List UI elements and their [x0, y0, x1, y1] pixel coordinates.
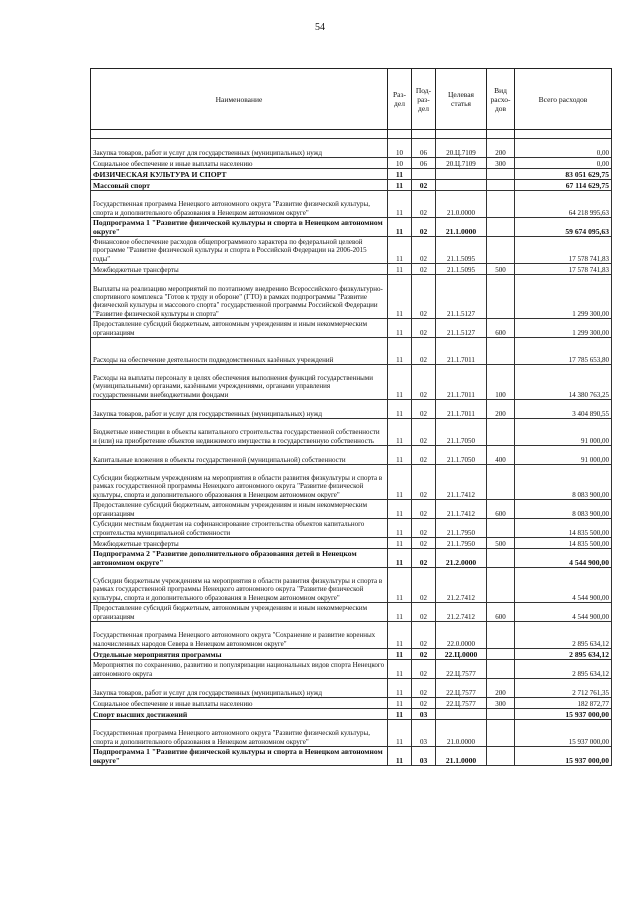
row-total: 17 578 741,83	[515, 264, 612, 275]
row-razdel: 10	[388, 158, 412, 169]
row-total: 2 895 634,12	[515, 649, 612, 660]
row-name: Субсидии местным бюджетам на софинансирование строительства объектов капитального строительства муниципальной собственности	[91, 519, 388, 538]
table-row	[91, 400, 612, 419]
row-target: 21.1.7050	[436, 419, 487, 446]
table-row	[91, 191, 612, 218]
table-row	[91, 169, 612, 180]
row-target: 21.2.0000	[436, 549, 487, 568]
row-vid: 200	[487, 139, 515, 158]
table-header	[91, 69, 612, 130]
page-number: 54	[315, 22, 325, 33]
row-vid	[487, 660, 515, 679]
row-podrazdel: 02	[412, 338, 436, 365]
table-row	[91, 500, 612, 519]
row-target: 22.Ц.7577	[436, 679, 487, 698]
row-total: 15 937 000,00	[515, 720, 612, 747]
row-name: Выплаты на реализацию мероприятий по поэтапному внедрению Всероссийского физкультурно-спортивного комплекса "Готов к труду и обороне" (ГТО) в рамках подпрограммы "Развитие физической культуры и массового спорта" государственной программы Российской Федерации "Развитие физической культуры и спорта"	[91, 275, 388, 319]
row-razdel: 11	[388, 338, 412, 365]
row-name: Субсидии бюджетным учреждениям на мероприятия в области развития физкультуры и спорта в рамках государственной программы Ненецкого автономного округа "Развитие физической культуры, спорта и дополнительного образования в Ненецком автономном округе"	[91, 465, 388, 500]
row-target: 22.0.0000	[436, 622, 487, 649]
row-name: Спорт высших достижений	[91, 709, 388, 720]
row-podrazdel: 02	[412, 319, 436, 338]
row-name: Расходы на обеспечение деятельности подведомственных казённых учреждений	[91, 338, 388, 365]
row-total: 83 051 629,75	[515, 169, 612, 180]
row-vid: 400	[487, 446, 515, 465]
row-total: 2 712 761,35	[515, 679, 612, 698]
row-podrazdel: 02	[412, 465, 436, 500]
row-target: 21.1.7950	[436, 519, 487, 538]
row-podrazdel: 02	[412, 218, 436, 237]
row-podrazdel: 02	[412, 419, 436, 446]
row-vid	[487, 622, 515, 649]
row-target: 22.Ц.0000	[436, 649, 487, 660]
table-row	[91, 180, 612, 191]
row-vid	[487, 169, 515, 180]
row-vid	[487, 465, 515, 500]
table-row	[91, 158, 612, 169]
row-podrazdel: 02	[412, 264, 436, 275]
table-row	[91, 649, 612, 660]
row-podrazdel: 03	[412, 709, 436, 720]
table-row	[91, 720, 612, 747]
row-razdel: 11	[388, 218, 412, 237]
header-razdel: Раз- дел	[388, 69, 412, 130]
row-target: 22.Ц.7577	[436, 698, 487, 709]
row-vid	[487, 568, 515, 603]
row-vid: 100	[487, 365, 515, 400]
row-name: Государственная программа Ненецкого автономного округа "Сохранение и развитие коренных малочисленных народов Севера в Ненецком автономном округе"	[91, 622, 388, 649]
row-vid	[487, 419, 515, 446]
row-target: 21.1.7011	[436, 338, 487, 365]
row-podrazdel: 02	[412, 622, 436, 649]
row-total: 15 937 000,00	[515, 709, 612, 720]
row-total: 1 299 300,00	[515, 275, 612, 319]
table-row	[91, 519, 612, 538]
row-podrazdel: 02	[412, 365, 436, 400]
row-name: Предоставление субсидий бюджетным, автономным учреждениям и иным некоммерческим организациям	[91, 319, 388, 338]
row-vid	[487, 180, 515, 191]
row-name: Подпрограмма 1 "Развитие физической культуры и спорта в Ненецком автономном округе"	[91, 218, 388, 237]
row-podrazdel: 06	[412, 158, 436, 169]
row-podrazdel: 02	[412, 568, 436, 603]
row-total: 67 114 629,75	[515, 180, 612, 191]
row-vid: 300	[487, 158, 515, 169]
row-total: 14 380 763,25	[515, 365, 612, 400]
row-name: Подпрограмма 1 "Развитие физической культуры и спорта в Ненецком автономном округе"	[91, 747, 388, 766]
row-target: 21.1.5127	[436, 275, 487, 319]
row-name: Государственная программа Ненецкого автономного округа "Развитие физической культуры, спорта и дополнительного образования в Ненецком автономном округе"	[91, 720, 388, 747]
row-target: 21.0.0000	[436, 720, 487, 747]
row-razdel: 11	[388, 698, 412, 709]
row-name: Межбюджетные трансферты	[91, 264, 388, 275]
row-razdel: 11	[388, 169, 412, 180]
table-row	[91, 603, 612, 622]
row-podrazdel: 02	[412, 549, 436, 568]
row-vid	[487, 549, 515, 568]
table-row	[91, 139, 612, 158]
table-row	[91, 709, 612, 720]
row-razdel: 11	[388, 319, 412, 338]
row-total: 17 578 741,83	[515, 237, 612, 264]
row-vid: 200	[487, 679, 515, 698]
row-total: 14 835 500,00	[515, 519, 612, 538]
row-vid	[487, 237, 515, 264]
row-total: 0,00	[515, 158, 612, 169]
row-razdel: 11	[388, 709, 412, 720]
row-razdel: 11	[388, 465, 412, 500]
row-vid	[487, 191, 515, 218]
row-total: 64 218 995,63	[515, 191, 612, 218]
row-total: 0,00	[515, 139, 612, 158]
row-total: 2 895 634,12	[515, 622, 612, 649]
row-podrazdel: 02	[412, 649, 436, 660]
row-name: Отдельные мероприятия программы	[91, 649, 388, 660]
row-total: 2 895 634,12	[515, 660, 612, 679]
row-vid	[487, 338, 515, 365]
table-row	[91, 275, 612, 319]
row-total: 4 544 900,00	[515, 603, 612, 622]
row-total: 59 674 095,63	[515, 218, 612, 237]
header-name: Наименование	[91, 69, 388, 130]
table-row	[91, 338, 612, 365]
row-vid: 600	[487, 319, 515, 338]
row-target: 20.Ц.7109	[436, 139, 487, 158]
row-razdel: 11	[388, 237, 412, 264]
row-razdel: 11	[388, 622, 412, 649]
row-target: 21.1.0000	[436, 218, 487, 237]
row-name: Межбюджетные трансферты	[91, 538, 388, 549]
row-vid	[487, 720, 515, 747]
row-razdel: 11	[388, 519, 412, 538]
row-total: 15 937 000,00	[515, 747, 612, 766]
row-razdel: 11	[388, 264, 412, 275]
row-podrazdel: 02	[412, 275, 436, 319]
row-podrazdel: 03	[412, 720, 436, 747]
row-name: Закупка товаров, работ и услуг для государственных (муниципальных) нужд	[91, 679, 388, 698]
row-total: 3 404 890,55	[515, 400, 612, 419]
row-name: Капитальные вложения в объекты государственной (муниципальной) собственности	[91, 446, 388, 465]
row-total: 182 872,77	[515, 698, 612, 709]
table-row	[91, 538, 612, 549]
row-target: 21.1.5095	[436, 237, 487, 264]
table-body	[91, 130, 612, 766]
row-target: 21.1.7011	[436, 400, 487, 419]
row-razdel: 11	[388, 603, 412, 622]
row-razdel: 10	[388, 139, 412, 158]
header-podrazdel: Под- раз- дел	[412, 69, 436, 130]
row-razdel: 11	[388, 549, 412, 568]
row-razdel: 11	[388, 538, 412, 549]
row-name: Финансовое обеспечение расходов общепрограммного характера по федеральной целевой программе "Развитие физической культуры и спорта в Российской Федерации на 2006-2015 годы"	[91, 237, 388, 264]
table-row	[91, 465, 612, 500]
row-razdel: 11	[388, 500, 412, 519]
row-target: 21.1.7950	[436, 538, 487, 549]
row-vid: 500	[487, 538, 515, 549]
row-target: 22.Ц.7577	[436, 660, 487, 679]
table-row	[91, 237, 612, 264]
row-podrazdel: 02	[412, 237, 436, 264]
row-name: ФИЗИЧЕСКАЯ КУЛЬТУРА И СПОРТ	[91, 169, 388, 180]
header-gap	[91, 130, 612, 139]
row-target	[436, 709, 487, 720]
row-razdel: 11	[388, 180, 412, 191]
row-name: Предоставление субсидий бюджетным, автономным учреждениям и иным некоммерческим организациям	[91, 500, 388, 519]
table-row	[91, 568, 612, 603]
row-razdel: 11	[388, 679, 412, 698]
row-razdel: 11	[388, 720, 412, 747]
row-razdel: 11	[388, 649, 412, 660]
row-target: 21.2.7412	[436, 603, 487, 622]
row-target: 20.Ц.7109	[436, 158, 487, 169]
row-razdel: 11	[388, 660, 412, 679]
table-row	[91, 319, 612, 338]
row-podrazdel: 02	[412, 500, 436, 519]
expenditure-table	[90, 68, 612, 766]
header-vid: Вид расхо- дов	[487, 69, 515, 130]
row-target: 21.1.0000	[436, 747, 487, 766]
row-target: 21.2.7412	[436, 568, 487, 603]
row-vid	[487, 649, 515, 660]
row-vid: 500	[487, 264, 515, 275]
table-row	[91, 622, 612, 649]
row-razdel: 11	[388, 747, 412, 766]
row-razdel: 11	[388, 400, 412, 419]
row-name: Расходы на выплаты персоналу в целях обеспечения выполнения функций государственными (муниципальными) органами, казёнными учреждениями, органами управления государственными внебюджетными фондами	[91, 365, 388, 400]
row-target: 21.0.0000	[436, 191, 487, 218]
row-total: 14 835 500,00	[515, 538, 612, 549]
row-name: Подпрограмма 2 "Развитие дополнительного образования детей в Ненецком автономном округе"	[91, 549, 388, 568]
row-total: 91 000,00	[515, 419, 612, 446]
row-razdel: 11	[388, 419, 412, 446]
row-name: Социальное обеспечение и иные выплаты населению	[91, 698, 388, 709]
row-total: 8 083 900,00	[515, 465, 612, 500]
table-row	[91, 365, 612, 400]
row-vid	[487, 275, 515, 319]
row-razdel: 11	[388, 365, 412, 400]
row-target: 21.1.7412	[436, 465, 487, 500]
row-podrazdel: 02	[412, 538, 436, 549]
row-razdel: 11	[388, 275, 412, 319]
row-total: 4 544 900,00	[515, 549, 612, 568]
table-row	[91, 698, 612, 709]
row-podrazdel: 02	[412, 400, 436, 419]
row-target: 21.1.5095	[436, 264, 487, 275]
header-target: Целевая статья	[436, 69, 487, 130]
row-name: Предоставление субсидий бюджетным, автономным учреждениям и иным некоммерческим организациям	[91, 603, 388, 622]
table-row	[91, 419, 612, 446]
row-target	[436, 169, 487, 180]
row-name: Мероприятия по сохранению, развитию и популяризации национальных видов спорта Ненецкого автономного округа	[91, 660, 388, 679]
row-target: 21.1.7011	[436, 365, 487, 400]
row-total: 91 000,00	[515, 446, 612, 465]
row-vid: 600	[487, 603, 515, 622]
row-name: Бюджетные инвестиции в объекты капитального строительства государственной собственности и (или) на приобретение объектов недвижимого имущества в государственную собственность	[91, 419, 388, 446]
table-row	[91, 218, 612, 237]
row-name: Государственная программа Ненецкого автономного округа "Развитие физической культуры, спорта и дополнительного образования в Ненецком автономном округе"	[91, 191, 388, 218]
row-target: 21.1.7412	[436, 500, 487, 519]
row-vid: 600	[487, 500, 515, 519]
row-target	[436, 180, 487, 191]
row-vid: 300	[487, 698, 515, 709]
row-total: 17 785 653,80	[515, 338, 612, 365]
row-podrazdel: 02	[412, 191, 436, 218]
table-row	[91, 679, 612, 698]
row-name: Социальное обеспечение и иные выплаты населению	[91, 158, 388, 169]
row-podrazdel: 06	[412, 139, 436, 158]
row-vid	[487, 709, 515, 720]
row-vid	[487, 519, 515, 538]
row-razdel: 11	[388, 446, 412, 465]
table-row	[91, 264, 612, 275]
row-total: 1 299 300,00	[515, 319, 612, 338]
row-podrazdel: 02	[412, 698, 436, 709]
row-name: Массовый спорт	[91, 180, 388, 191]
row-podrazdel: 03	[412, 747, 436, 766]
table-row	[91, 747, 612, 766]
row-name: Субсидии бюджетным учреждениям на мероприятия в области развития физкультуры и спорта в рамках государственной программы Ненецкого автономного округа "Развитие физической культуры, спорта и дополнительного образования в Ненецком автономном округе"	[91, 568, 388, 603]
row-razdel: 11	[388, 191, 412, 218]
row-podrazdel: 02	[412, 603, 436, 622]
row-podrazdel: 02	[412, 660, 436, 679]
table-row	[91, 549, 612, 568]
row-total: 4 544 900,00	[515, 568, 612, 603]
row-target: 21.1.5127	[436, 319, 487, 338]
row-podrazdel: 02	[412, 519, 436, 538]
table-row	[91, 660, 612, 679]
row-vid	[487, 747, 515, 766]
row-podrazdel: 02	[412, 679, 436, 698]
row-podrazdel: 02	[412, 180, 436, 191]
table-row	[91, 446, 612, 465]
header-total: Всего расходов	[515, 69, 612, 130]
row-vid	[487, 218, 515, 237]
row-target: 21.1.7050	[436, 446, 487, 465]
row-name: Закупка товаров, работ и услуг для государственных (муниципальных) нужд	[91, 139, 388, 158]
row-name: Закупка товаров, работ и услуг для государственных (муниципальных) нужд	[91, 400, 388, 419]
row-razdel: 11	[388, 568, 412, 603]
row-total: 8 083 900,00	[515, 500, 612, 519]
row-podrazdel: 02	[412, 446, 436, 465]
row-vid: 200	[487, 400, 515, 419]
row-podrazdel	[412, 169, 436, 180]
